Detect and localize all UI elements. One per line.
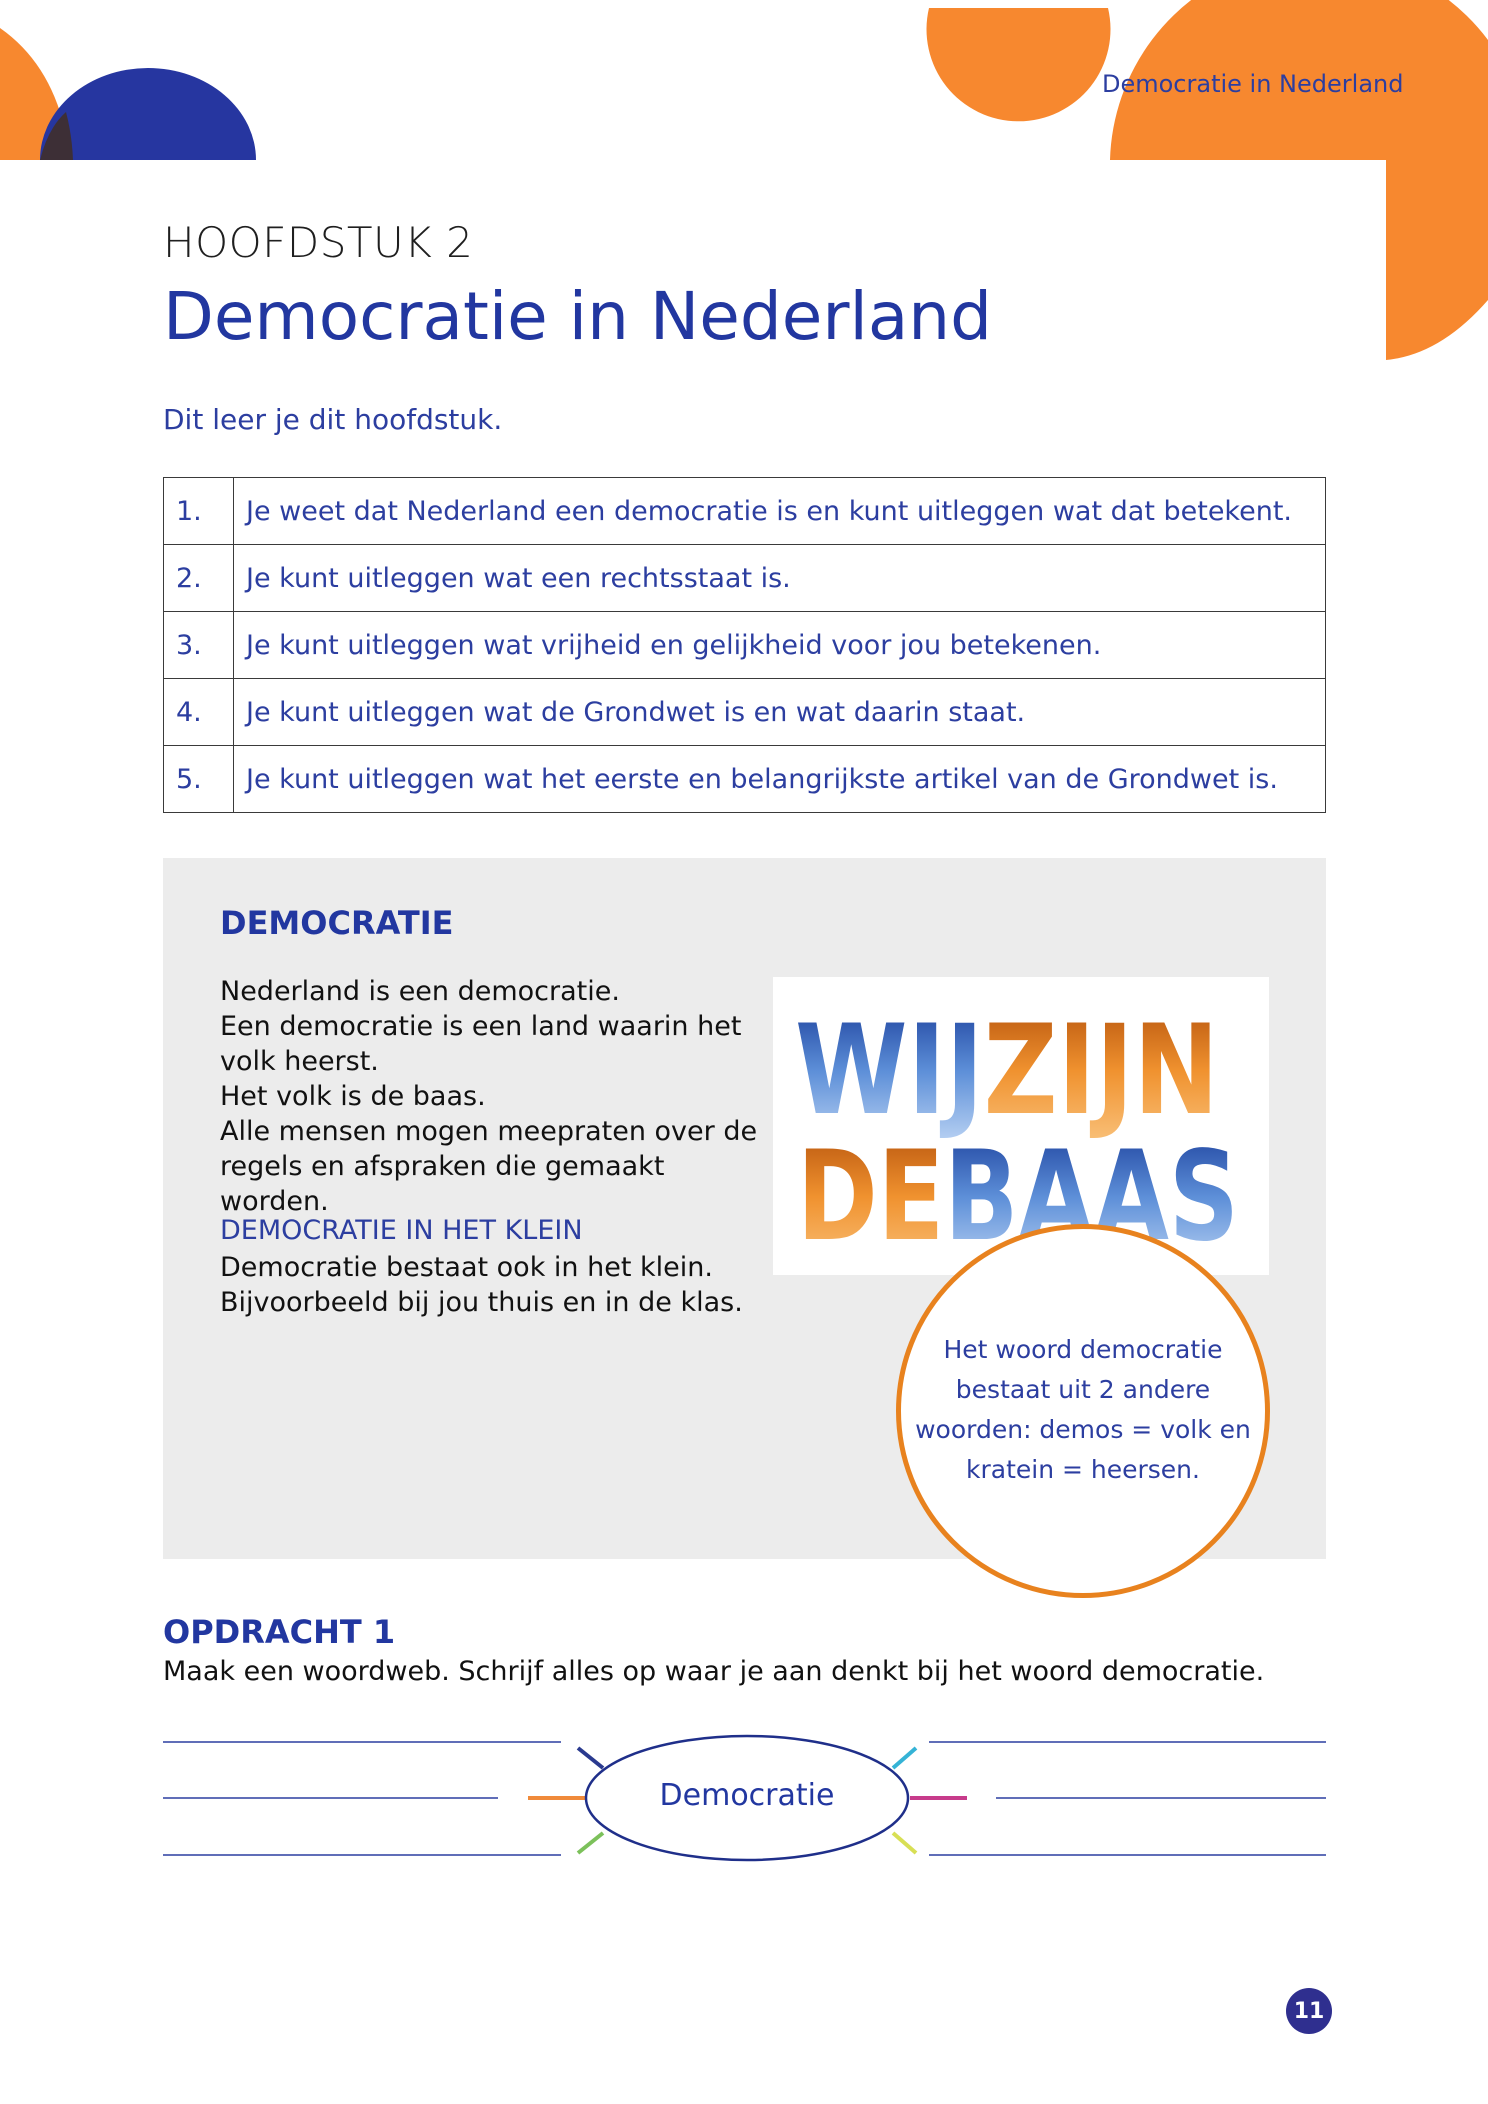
connector-bottom-right xyxy=(893,1833,916,1853)
slogan-baas: BAAS xyxy=(944,1125,1320,1269)
orange-circle-top xyxy=(927,8,1111,121)
goal-text: Je kunt uitleggen wat vrijheid en gelijkheid voor jou betekenen. xyxy=(234,612,1326,679)
svg-text:WIJZIJN xyxy=(795,999,1270,1143)
goal-text: Je kunt uitleggen wat het eerste en belangrijkste artikel van de Grondwet is. xyxy=(234,746,1326,813)
running-header-title: Democratie in Nederland xyxy=(1102,70,1404,98)
opdracht-heading: OPDRACHT 1 xyxy=(163,1613,396,1651)
connector-bottom-left xyxy=(578,1833,603,1853)
slogan-zijn: ZIJN xyxy=(983,999,1270,1143)
learning-goals-intro: Dit leer je dit hoofdstuk. xyxy=(163,403,503,436)
learning-goals-table xyxy=(163,477,1326,813)
etymology-callout-circle xyxy=(896,1224,1270,1598)
connector-top-right xyxy=(893,1748,916,1768)
goal-number: 3. xyxy=(164,612,234,679)
etymology-callout-text: Het woord democratie bestaat uit 2 andere woorden: demos = volk en kratein = heersen. xyxy=(915,1335,1251,1484)
page-number-badge: 11 xyxy=(1286,1988,1332,2034)
body-line: Bijvoorbeeld bij jou thuis en in de klas. xyxy=(220,1287,743,1318)
slogan-de: DE xyxy=(797,1125,985,1269)
chapter-title: Democratie in Nederland xyxy=(163,278,993,355)
goal-text: Je kunt uitleggen wat een rechtsstaat is. xyxy=(234,545,1326,612)
goal-number: 4. xyxy=(164,679,234,746)
table-row xyxy=(164,746,1326,813)
body-line: Alle mensen mogen meepraten over de regels en afspraken die gemaakt worden. xyxy=(220,1116,758,1217)
goal-text: Je weet dat Nederland een democratie is en kunt uitleggen wat dat betekent. xyxy=(234,478,1326,545)
democratie-klein-heading: DEMOCRATIE IN HET KLEIN xyxy=(220,1215,583,1246)
democratie-klein-body xyxy=(220,1250,760,1320)
goal-text: Je kunt uitleggen wat de Grondwet is en wat daarin staat. xyxy=(234,679,1326,746)
table-row xyxy=(164,679,1326,746)
slogan-image xyxy=(773,977,1320,1275)
orange-arc-right xyxy=(1110,0,1488,360)
democratie-heading: DEMOCRATIE xyxy=(220,904,454,942)
goal-number: 5. xyxy=(164,746,234,813)
table-row xyxy=(164,612,1326,679)
blue-half-circle xyxy=(40,68,256,160)
democratie-body xyxy=(220,974,760,1219)
word-web-center-label: Democratie xyxy=(659,1778,835,1813)
goal-number: 2. xyxy=(164,545,234,612)
body-line: Een democratie is een land waarin het volk heerst. xyxy=(220,1011,742,1077)
body-line: Het volk is de baas. xyxy=(220,1081,486,1112)
opdracht-instruction: Maak een woordweb. Schrijf alles op waar je aan denkt bij het woord democratie. xyxy=(163,1656,1265,1687)
slogan-wij: WIJ xyxy=(795,999,1025,1143)
body-line: Democratie bestaat ook in het klein. xyxy=(220,1252,713,1283)
chapter-label: HOOFDSTUK 2 xyxy=(163,218,474,267)
table-row xyxy=(164,545,1326,612)
connector-top-left xyxy=(578,1748,603,1768)
body-line: Nederland is een democratie. xyxy=(220,976,620,1007)
table-row xyxy=(164,478,1326,545)
goal-number: 1. xyxy=(164,478,234,545)
